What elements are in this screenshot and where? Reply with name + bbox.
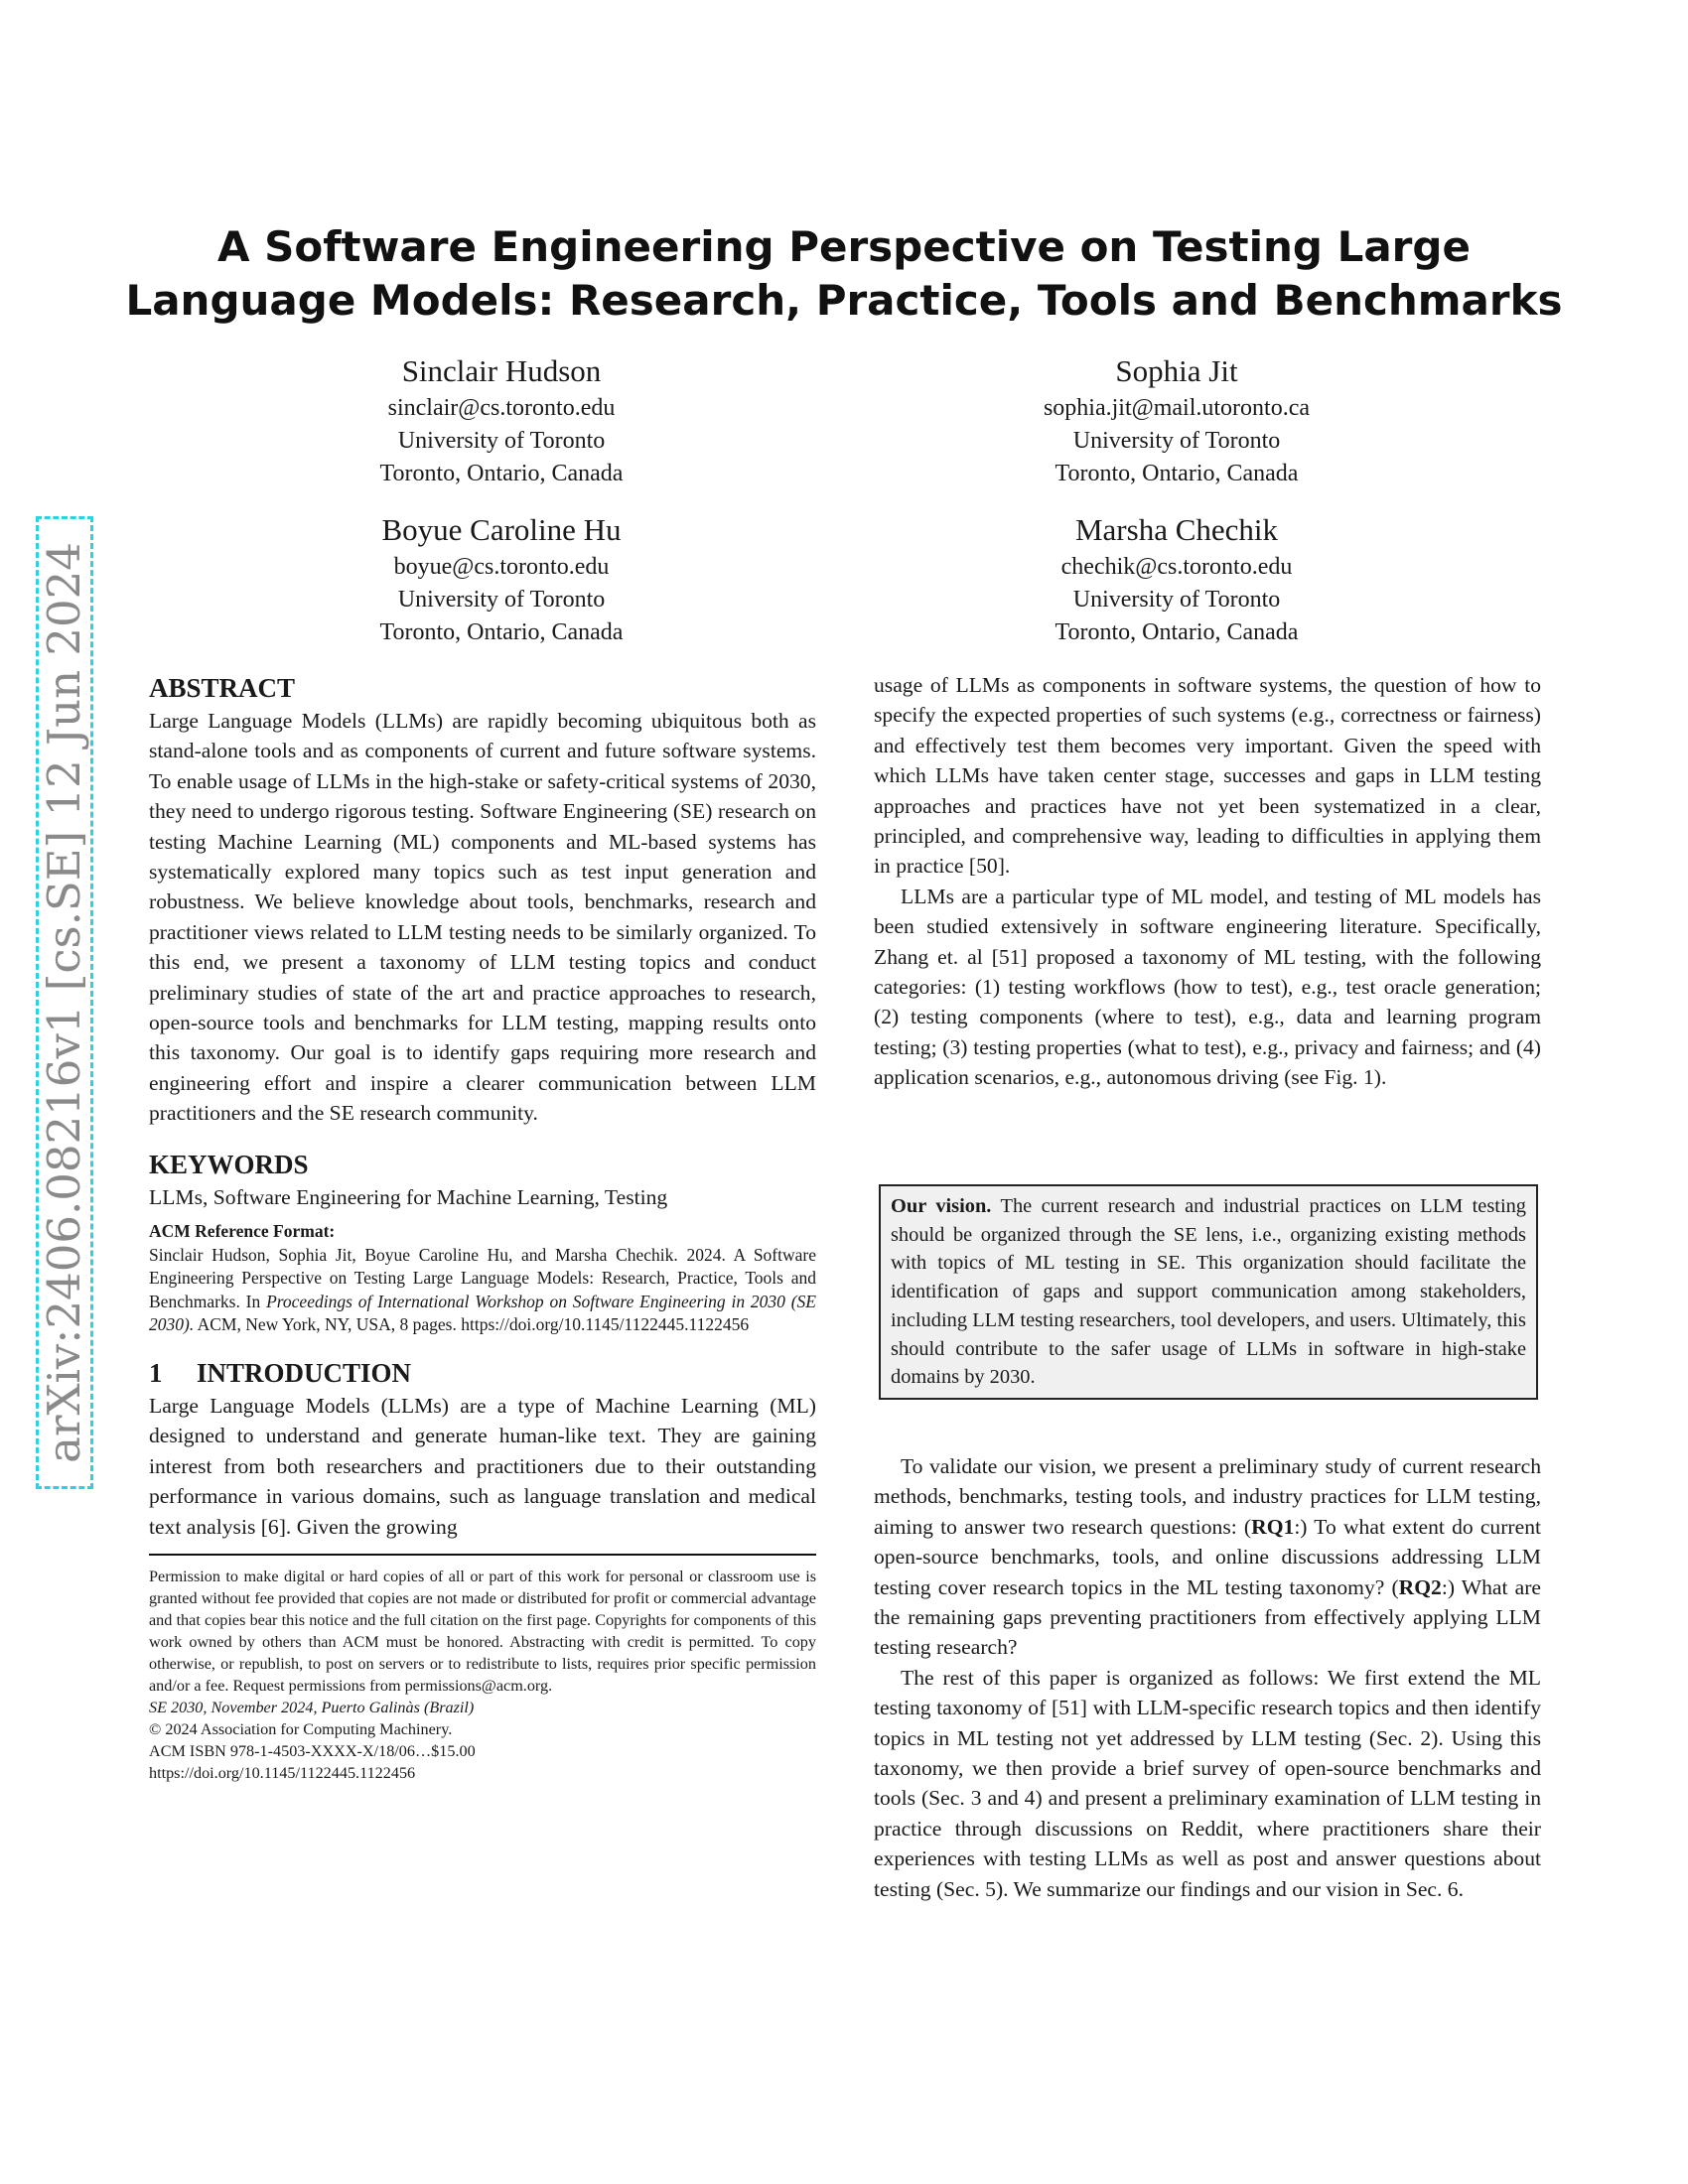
copyright-line: © 2024 Association for Computing Machinery. xyxy=(149,1720,453,1739)
vision-text: The current research and industrial practices on LLM testing should be organized through the SE lens, i.e., organizing existing methods with topics of ML testing in SE. This organization should facilitate the identification of gaps and support communication among stakeholders, including LLM testing researchers, tool developers, and users. Ultimately, this should contribute to the safer usage of LLMs in software in high-stake domains by 2030. xyxy=(891,1195,1526,1389)
doi-link[interactable]: https://doi.org/10.1145/1122445.1122456 xyxy=(149,1764,416,1783)
permission-block xyxy=(149,1566,816,1784)
author-name: Marsha Chechik xyxy=(1074,512,1279,547)
footnote-divider xyxy=(149,1554,816,1556)
abstract-text: Large Language Models (LLMs) are rapidly becoming ubiquitous both as stand-alone tools and as components of current and future software systems. To enable usage of LLMs in the high-stake or safety-critical systems of 2030, they need to undergo rigorous testing. Software Engineering (SE) research on testing Machine Learning (ML) components and ML-based systems has systematically explored many topics such as test input generation and robustness. We believe knowledge about tools, benchmarks, research and practitioner views related to LLM testing needs to be similarly organized. To this end, we present a taxonomy of LLM testing topics and conduct preliminary studies of state of the art and practice approaches to research, open-source tools and benchmarks for LLM testing, mapping results onto this taxonomy. Our goal is to identify gaps requiring more research and engineering effort and inspire a clearer communication between LLM practitioners and the SE research community. xyxy=(149,709,816,1126)
intro-heading xyxy=(149,1355,816,1391)
section-title: INTRODUCTION xyxy=(197,1358,412,1389)
intro-paragraph: Large Language Models (LLMs) are a type of Machine Learning (ML) designed to understand and generate human-like text. They are gaining interest from both researchers and practitioners due to their outstanding performance in various domains, such as language translation and medical text analysis [6]. Given the growing xyxy=(149,1394,816,1539)
acm-reference-part1: Sinclair Hudson, Sophia Jit, Boyue Caroline Hu, and Marsha Chechik. 2024. A Software Engineering Perspective on Testing Large Language Models: Research, Practice, Tools and Benchmarks. In xyxy=(149,1244,816,1311)
permission-text: Permission to make digital or hard copies of all or part of this work for personal or classroom use is granted without fee provided that copies are not made or distributed for profit or commercial advantage and that copies bear this notice and the full citation on the first page. Copyrights for components of this work owned by others than ACM must be honored. Abstracting with credit is permitted. To copy otherwise, or republish, to post on servers or to redistribute to lists, requires prior specific permission and/or a fee. Request permissions from permissions@acm.org. xyxy=(149,1568,816,1696)
vision-label: Our vision. xyxy=(891,1195,992,1217)
rq1-label: RQ1 xyxy=(1251,1514,1295,1539)
author-affiliation: University of Toronto xyxy=(1072,428,1281,454)
author-block xyxy=(243,350,760,490)
arxiv-stamp: arXiv:2406.08216v1 [cs.SE] 12 Jun 2024 xyxy=(36,516,93,1489)
body-paragraph: The rest of this paper is organized as follows: We first extend the ML testing taxonomy of [51] with LLM-specific research topics and then identify topics in ML testing not yet addressed by LLM testing (Sec. 2). Using this taxonomy, we then provide a brief survey of open-source benchmarks and tools (Sec. 3 and 4) and present a preliminary examination of LLM testing in practice through discussions on Reddit, where practitioners share their experiences with testing LLMs as well as post and answer questions about testing (Sec. 5). We summarize our findings and our vision in Sec. 6. xyxy=(874,1665,1541,1901)
acm-reference-heading: ACM Reference Format: xyxy=(149,1221,336,1242)
author-name: Sinclair Hudson xyxy=(401,353,602,388)
left-column xyxy=(149,670,816,1784)
isbn-line: ACM ISBN 978-1-4503-XXXX-X/18/06…$15.00 xyxy=(149,1742,476,1761)
acm-reference-venue: Proceedings of International Workshop on Software Engineering in 2030 (SE 2030). xyxy=(149,1291,816,1335)
acm-reference-text xyxy=(149,1244,816,1337)
author-name: Sophia Jit xyxy=(1115,353,1238,388)
author-location: Toronto, Ontario, Canada xyxy=(379,619,624,645)
author-block xyxy=(918,350,1435,490)
acm-reference-part2[interactable]: ACM, New York, NY, USA, 8 pages. https://doi.org/10.1145/1122445.1122456 xyxy=(194,1314,750,1335)
rq2-label: RQ2 xyxy=(1398,1574,1442,1599)
author-affiliation: University of Toronto xyxy=(397,428,606,454)
right-column-bottom xyxy=(874,1451,1541,1904)
section-number: 1 xyxy=(149,1358,163,1389)
author-email[interactable]: sinclair@cs.toronto.edu xyxy=(387,395,616,421)
author-affiliation: University of Toronto xyxy=(1072,587,1281,613)
author-location: Toronto, Ontario, Canada xyxy=(1055,619,1299,645)
author-name: Boyue Caroline Hu xyxy=(381,512,622,547)
vision-box xyxy=(879,1184,1538,1400)
body-paragraph xyxy=(874,1451,1541,1663)
author-location: Toronto, Ontario, Canada xyxy=(379,461,624,486)
body-paragraph: LLMs are a particular type of ML model, and testing of ML models has been studied extensively in software engineering literature. Specifically, Zhang et. al [51] proposed a taxonomy of ML testing, with the following categories: (1) testing workflows (how to test), e.g., test oracle generation; (2) testing components (where to test), e.g., data and learning program testing; (3) testing properties (what to test), e.g., privacy and fairness; and (4) application scenarios, e.g., autonomous driving (see Fig. 1). xyxy=(874,884,1541,1090)
abstract-heading: ABSTRACT xyxy=(149,673,296,703)
conference-line: SE 2030, November 2024, Puerto Galinàs (Brazil) xyxy=(149,1699,475,1717)
author-location: Toronto, Ontario, Canada xyxy=(1055,461,1299,486)
author-email[interactable]: boyue@cs.toronto.edu xyxy=(393,554,610,580)
author-email[interactable]: sophia.jit@mail.utoronto.ca xyxy=(1043,395,1311,421)
author-email[interactable]: chechik@cs.toronto.edu xyxy=(1060,554,1293,580)
acm-reference xyxy=(149,1220,816,1337)
author-affiliation: University of Toronto xyxy=(397,587,606,613)
keywords-heading: KEYWORDS xyxy=(149,1149,309,1179)
rq-text: :) To what extent do current open-source benchmarks, tools, and online discussions addressing LLM testing cover research topics in the ML testing taxonomy? ( xyxy=(874,1514,1541,1599)
rq-text: :) What are the remaining gaps preventing practitioners from effectively applying LLM testing research? xyxy=(874,1574,1541,1660)
rq-text: To validate our vision, we present a preliminary study of current research methods, benchmarks, testing tools, and industry practices for LLM testing, aiming to answer two research questions: ( xyxy=(874,1454,1541,1539)
author-block xyxy=(918,509,1435,649)
paper-title: A Software Engineering Perspective on Testing Large Language Models: Research, Practice, Tools and Benchmarks xyxy=(125,222,1563,325)
right-column-top xyxy=(874,670,1541,1093)
body-paragraph: usage of LLMs as components in software systems, the question of how to specify the expected properties of such systems (e.g., correctness or fairness) and effectively test them becomes very important. Given the speed with which LLMs have taken center stage, successes and gaps in LLM testing approaches and practices have not yet been systematized in a clear, principled, and comprehensive way, leading to difficulties in applying them in practice [50]. xyxy=(874,673,1541,879)
author-block xyxy=(243,509,760,649)
keywords-text: LLMs, Software Engineering for Machine Learning, Testing xyxy=(149,1184,668,1209)
